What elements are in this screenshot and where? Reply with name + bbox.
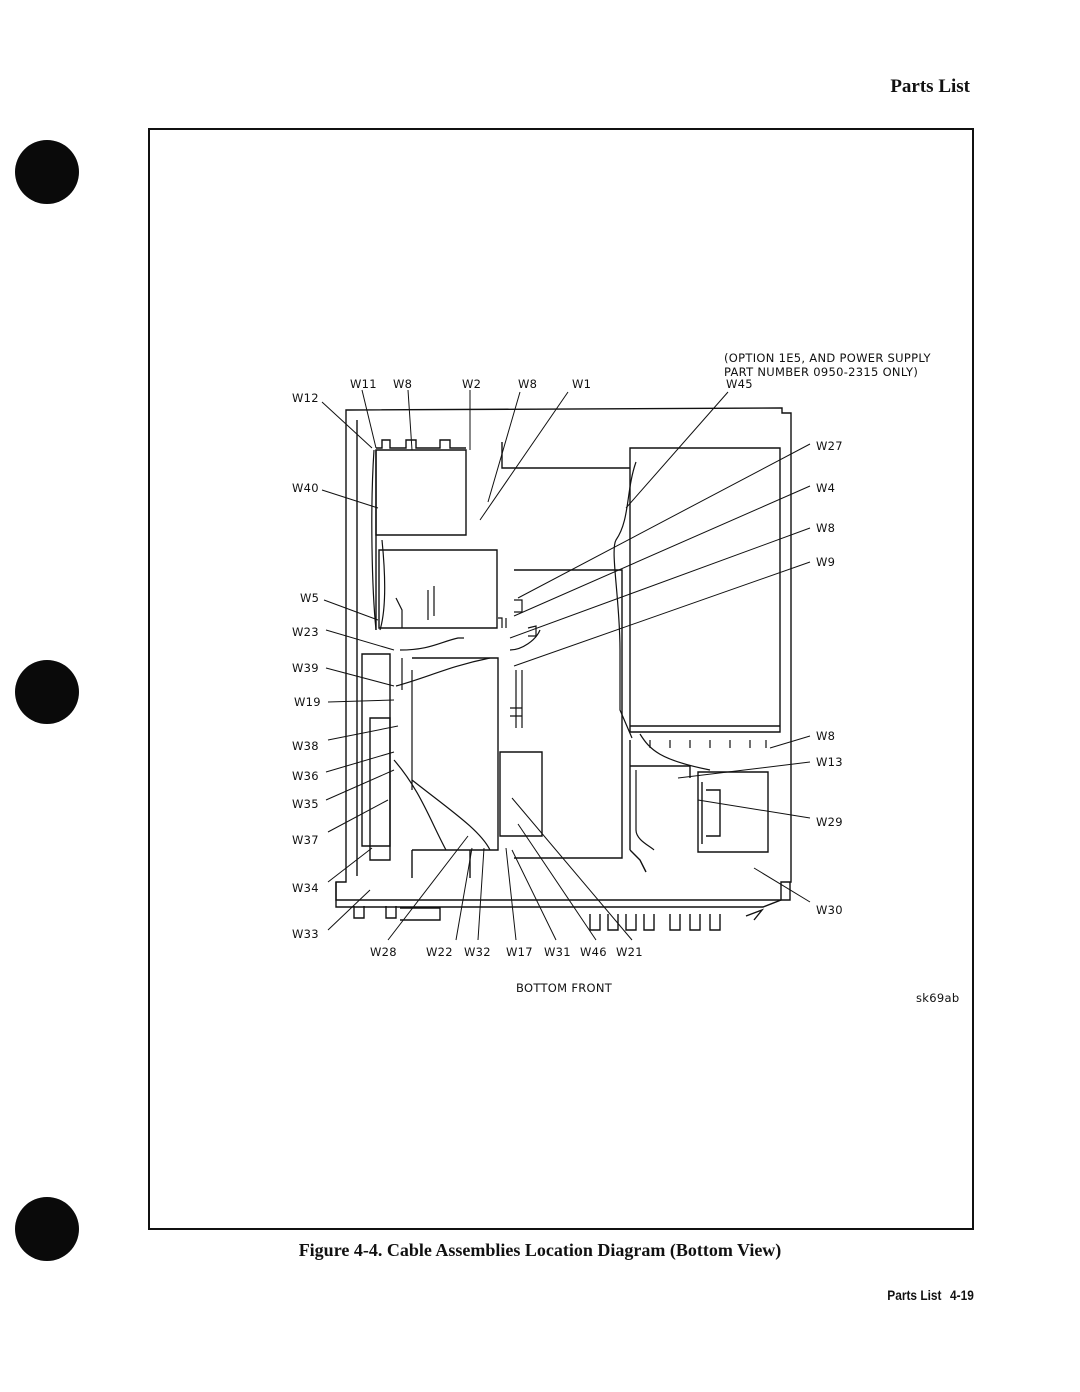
callout-bottom-4: W31: [544, 945, 571, 959]
drawing-id: sk69ab: [916, 991, 960, 1005]
callout-left-11: W33: [292, 927, 319, 941]
callout-bottom-3: W17: [506, 945, 533, 959]
callout-left-3: W23: [292, 625, 319, 639]
callout-right-1: W4: [816, 481, 836, 495]
callout-right-0: W27: [816, 439, 843, 453]
binder-hole-top: [15, 140, 79, 204]
page-number: 4-19: [950, 1287, 974, 1303]
callout-left-0: W12: [292, 391, 319, 405]
callout-right-6: W29: [816, 815, 843, 829]
callout-right-4: W8: [816, 729, 836, 743]
callout-left-4: W39: [292, 661, 319, 675]
binder-hole-middle: [15, 660, 79, 724]
callout-top-4: W1: [572, 377, 592, 391]
callout-right-2: W8: [816, 521, 836, 535]
callout-left-9: W37: [292, 833, 319, 847]
option-note-line1: (OPTION 1E5, AND POWER SUPPLY: [724, 351, 931, 365]
chassis-outline: [336, 408, 791, 930]
callout-left-7: W36: [292, 769, 319, 783]
option-note-line2: PART NUMBER 0950-2315 ONLY): [724, 365, 919, 379]
callout-top-5: W45: [726, 377, 753, 391]
footer-section: Parts List: [887, 1287, 942, 1303]
callout-right-5: W13: [816, 755, 843, 769]
running-header: Parts List: [890, 76, 970, 97]
callout-bottom-0: W28: [370, 945, 397, 959]
callout-left-6: W38: [292, 739, 319, 753]
callout-left-1: W40: [292, 481, 319, 495]
callout-left-2: W5: [300, 591, 320, 605]
callout-bottom-2: W32: [464, 945, 491, 959]
callout-right-3: W9: [816, 555, 836, 569]
figure-frame: [148, 128, 974, 1230]
figure-caption: Figure 4-4. Cable Assemblies Location Diagram (Bottom View): [298, 1240, 782, 1260]
callout-top-1: W8: [393, 377, 413, 391]
callout-left-5: W19: [294, 695, 321, 709]
callout-top-2: W2: [462, 377, 482, 391]
callout-top-0: W11: [350, 377, 377, 391]
callout-right-7: W30: [816, 903, 843, 917]
bottom-front-label: BOTTOM FRONT: [516, 981, 613, 995]
cable-diagram: [150, 130, 976, 1232]
callout-left-8: W35: [292, 797, 319, 811]
callout-bottom-1: W22: [426, 945, 453, 959]
callout-bottom-5: W46: [580, 945, 607, 959]
callout-left-10: W34: [292, 881, 319, 895]
page-footer: [887, 1287, 974, 1303]
callout-top-3: W8: [518, 377, 538, 391]
callout-bottom-6: W21: [616, 945, 643, 959]
